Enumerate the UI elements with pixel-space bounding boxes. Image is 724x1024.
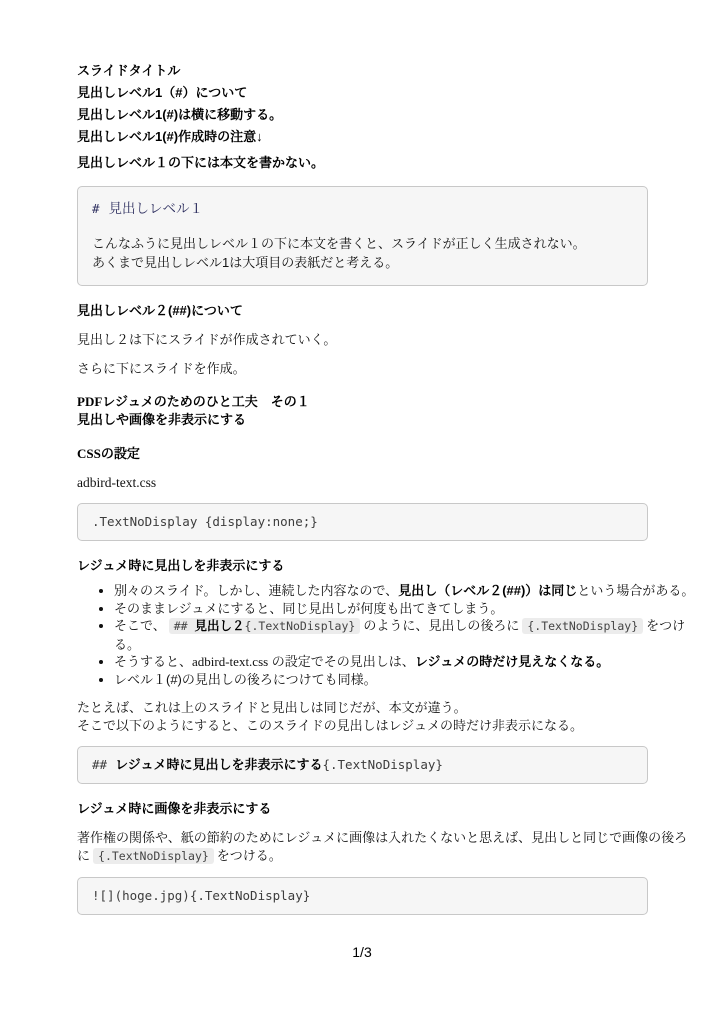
code-box-suffix: {.TextNoDisplay} (322, 757, 443, 772)
hide-heading-code-box (77, 746, 648, 784)
code-box-hash: ## (92, 757, 108, 772)
bullet1-bold: 見出し（レベル２(##)）は同じ (398, 583, 578, 598)
bullet2-text: そのままレジュメにすると、同じ見出しが何度も出てきてしまう。 (114, 600, 504, 616)
bullet1-post: という場合がある。 (577, 583, 695, 598)
intro-line-caution: 見出しレベル1(#)作成時の注意↓ (77, 129, 263, 144)
example-box-body-line1: こんなふうに見出しレベル１の下に本文を書くと、スライドが正しく生成されない。 (92, 236, 586, 251)
bullet-repeated-heading (114, 600, 697, 618)
bullet3-pre: そこで、 (114, 618, 166, 633)
markdown-hash-symbol: # (92, 201, 100, 216)
css-code-box (77, 503, 648, 541)
hide-heading-paragraph (77, 699, 697, 734)
tips-heading (77, 393, 697, 429)
example-box-body (92, 235, 633, 272)
hide-image-para-pre: 著作権の関係や、紙の節約のためにレジュメに画像は入れたくないと思えば、見出しと同じで画像の後ろに (77, 830, 688, 863)
inline-code-textnodisplay-2 (93, 848, 214, 864)
level2-para1: 見出し２は下にスライドが作成されていく。 (77, 332, 337, 347)
section-heading-level2: 見出しレベル２(##)について (77, 303, 243, 318)
hide-image-code-box (77, 877, 648, 915)
css-heading-latin: CSS (77, 446, 101, 461)
intro-section (77, 60, 697, 173)
css-filename: adbird-text.css (77, 475, 157, 490)
hide-heading-bullet-list (77, 582, 697, 688)
inline-code-textnodisplay (522, 618, 643, 634)
inline-code-textnodisplay-2-text: {.TextNoDisplay} (98, 848, 209, 863)
document-content (77, 60, 697, 915)
inline-code-suffix: {.TextNoDisplay} (244, 619, 356, 633)
bullet-separate-slides (114, 582, 697, 600)
tips-heading-rest: レジュメのためのひと工夫 その１ (102, 394, 310, 409)
code-box-bold-text: レジュメ時に見出しを非表示にする (115, 757, 323, 772)
bullet5-text: レベル１(#)の見出しの後ろにつけても同様。 (114, 671, 377, 687)
doc-title: スライドタイトル (77, 63, 181, 78)
tips-heading-line2: 見出しや画像を非表示にする (77, 412, 247, 427)
tips-heading-latin: PDF (77, 394, 103, 409)
inline-code-bold: 見出し２ (194, 619, 245, 633)
example-box-heading-text: 見出しレベル１ (108, 201, 204, 216)
inline-code-hash: ## (173, 619, 195, 633)
bullet3-mid: のように、見出しの後ろに (363, 618, 520, 633)
bullet-add-class (114, 617, 697, 653)
hide-image-para-post: をつける。 (216, 847, 282, 863)
intro-line-about-h1: 見出しレベル1（#）について (77, 85, 248, 100)
hide-heading-para-line2: そこで以下のようにすると、このスライドの見出しはレジュメの時だけ非表示になる。 (77, 717, 584, 733)
intro-line-move: 見出しレベル1(#)は横に移動する。 (77, 107, 283, 122)
css-settings-heading (77, 445, 697, 463)
hide-image-code-text: ![](hoge.jpg){.TextNoDisplay} (92, 888, 311, 903)
page-number: 1/3 (352, 944, 372, 960)
bullet-level1-same (114, 671, 697, 689)
bullet4-pre: そうすると、 (114, 654, 193, 669)
hide-heading-para-line1: たとえば、これは上のスライドと見出しは同じだが、本文が違う。 (77, 700, 467, 715)
inline-code-textnodisplay-text: {.TextNoDisplay} (527, 619, 639, 633)
bullet3-post: をつける。 (114, 618, 686, 652)
intro-line-warning: 見出しレベル１の下には本文を書かない。 (77, 155, 325, 170)
bullet4-mid: の設定でその見出しは、 (268, 654, 415, 669)
bullet4-filename: adbird-text.css (192, 654, 269, 669)
css-code-text: .TextNoDisplay {display:none;} (92, 514, 318, 529)
bullet4-bold: レジュメの時だけ見えなくなる。 (414, 654, 610, 669)
css-heading-rest: の設定 (100, 446, 140, 461)
inline-code-heading-example (169, 618, 361, 634)
example-box-body-line2: あくまで見出しレベル1は大項目の表紙だと考える。 (92, 254, 399, 270)
hide-heading-section-title: レジュメ時に見出しを非表示にする (77, 558, 285, 573)
hide-image-section-title: レジュメ時に画像を非表示にする (77, 801, 272, 816)
hide-image-paragraph (77, 829, 697, 865)
example-box-heading (92, 199, 633, 218)
bullet1-pre: 別々のスライド。しかし、連続した内容なので、 (114, 583, 399, 598)
level2-para2: さらに下にスライドを作成。 (77, 360, 246, 376)
slide-example-box (77, 186, 648, 286)
bullet-result (114, 653, 697, 671)
